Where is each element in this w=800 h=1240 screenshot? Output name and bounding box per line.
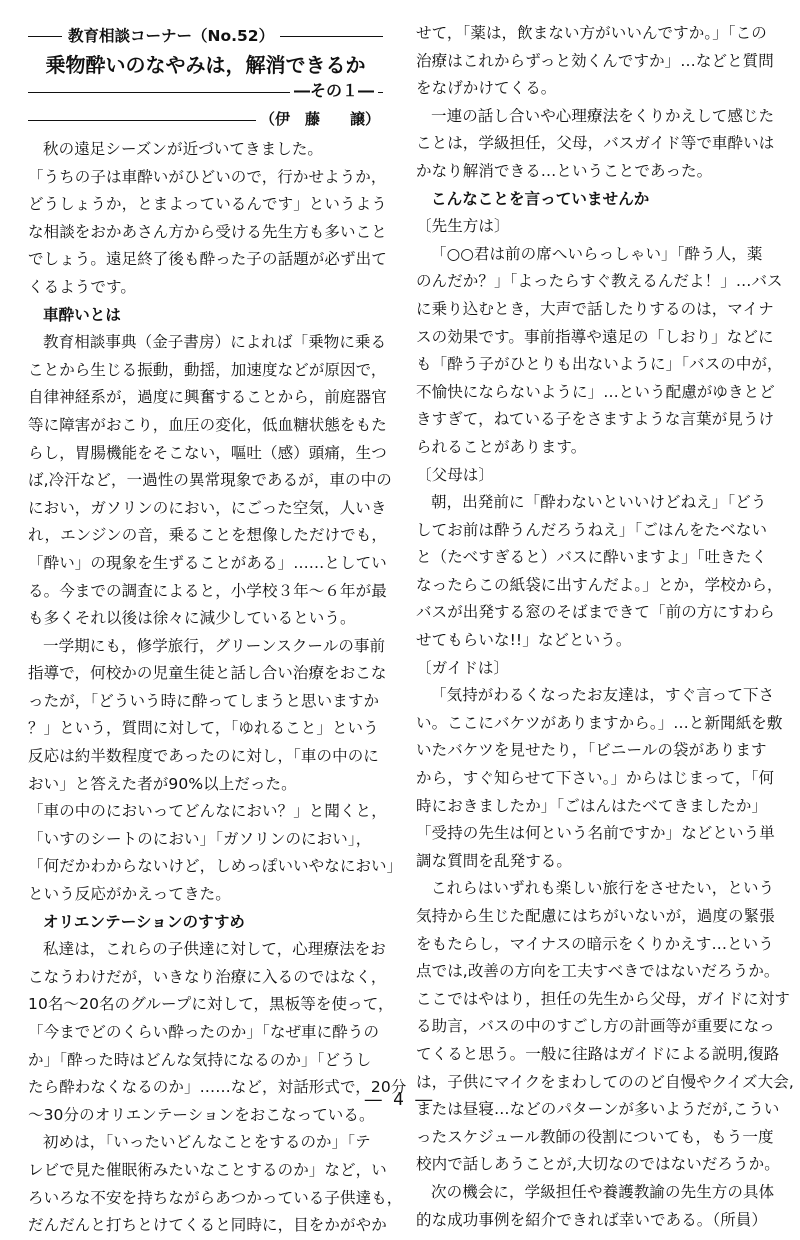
paragraph [416,489,783,655]
text-line: も「酔う子がひとりも出ないように」「バスの中が， [416,355,783,374]
text-line: これらはいずれも楽しい旅行をさせたい，という [431,879,775,898]
text-line: 指導で，何校かの児童生徒と話し合い治療をおこな [28,664,387,683]
text-line: 教育相談事典（金子書房）によれば「乗物に乗る [43,333,387,352]
text-line: 治療はこれからずっと効くんですか」…などと質問 [416,51,774,70]
text-line: ここではやはり，担任の先生から父母，ガイドに対す [416,989,790,1008]
text-line: 「うちの子は車酔いがひどいので，行かせようか， [28,167,387,186]
section-heading: こんなことを言っていませんか [431,189,650,208]
subsection-label: 〔先生方は〕 [416,217,510,236]
subsection-label: 〔ガイドは〕 [416,658,510,677]
paragraph [416,103,780,186]
text-line: 「○○君は前の席へいらっしゃい」「酔う人，薬 [431,244,763,263]
text-line: 自律神経系が，過度に興奮することから，前庭器官 [28,388,387,407]
corner-label: 教育相談コーナー（No.52） [62,24,280,48]
text-line: い。ここにバケツがありますから。」…と新聞紙を敷 [416,713,783,732]
text-line: せて，「薬は，飲まない方がいいんですか。」「この [416,24,767,42]
text-line: な相談をおかあさん方から受ける先生方も多いこと [28,222,387,241]
text-line: 「酔い」の現象を生ずることがある」……としてい [28,553,387,572]
text-line: おい」と答えた者が90%以上だった。 [28,774,297,793]
text-line: られることがあります。 [416,437,587,456]
subsection-label: 〔父母は〕 [416,465,495,484]
text-line: におい，ガソリンのにおい，にごった空気，人いき [28,498,387,517]
text-line: 等に障害がおこり，血圧の変化，低血糖状態をもた [28,415,387,434]
text-line: レビで見た催眠術みたいなことするのか」など，い [28,1160,387,1179]
text-line: スの効果です。事前指導や遠足の「しおり」などに [416,327,774,346]
text-line: る助言，バスの中のすごし方の計画等が重要になっ [416,1017,775,1036]
text-line: 「車の中のにおいってどんなにおい？」と聞くと， [28,802,387,821]
text-line: 的な成功事例を紹介できれば幸いである。（所員） [416,1210,768,1229]
text-line: ば,冷汗など，一過性の異常現象であるが，車の中の [28,471,392,490]
text-line: どうしょうか，とまよっているんです」というよう [28,195,387,214]
text-line: 校内で話しあうことが,大切なのではないだろうか。 [416,1155,780,1174]
text-line: も多くそれ以後は徐々に減少しているという。 [28,609,356,628]
text-line: 気持から生じた配慮にはちがいないが，過度の緊張 [416,907,775,925]
text-line: 「気持がわるくなったお友達は，すぐ言って下さ [431,686,775,705]
text-line: のんだか？」「よったらすぐ教えるんだよ！」…バス [416,272,783,291]
text-line: ことは，学級担任，父母，バスガイド等で車酔いは [416,134,775,153]
paragraph [28,329,392,633]
text-line: してお前は酔うんだろうねえ」「ごはんをたべない [416,520,768,539]
text-line: 秋の遠足シーズンが近づいてきました。 [43,140,324,158]
left-column [28,20,407,1240]
text-line: ろいろな不安を持ちながらあつかっている子供達も， [28,1188,403,1207]
text-line: 不愉快にならないように」…という配慮がゆきとど [416,382,775,401]
text-line: きすぎて，ねている子をさますような言葉が見うけ [416,410,775,429]
intro-paragraph [28,136,392,302]
text-line: か」「酔った時はどんな気持になるのか」「どうし [28,1050,372,1069]
text-line: から，すぐ知らせて下さい。」からはじまって，「何 [416,769,775,788]
text-line: 調な質問を乱発する。 [416,851,573,870]
text-line: ことから生じる振動，動揺，加速度などが原因で， [28,360,387,379]
page-number: ― 4 ― [364,1090,436,1110]
text-line: 朝，出発前に「酔わないといいけどねえ」「どう [431,493,767,512]
paragraph [416,682,783,875]
paragraph [416,241,783,462]
text-line: だんだんと打ちとけてくると同時に，目をかがやか [28,1216,387,1235]
text-line: かなり解消できる…ということであった。 [416,161,713,180]
text-line: 時におきましたか」「ごはんはたべてきましたか」 [416,796,768,815]
text-line: 次の機会に，学級担任や養護教諭の先生方の具体 [431,1182,775,1201]
section-heading: 車酔いとは [43,305,122,324]
text-line: てくると思う。一般に往路はガイドによる説明,復路 [416,1044,780,1063]
text-line: という反応がかえってきた。 [28,885,231,904]
text-line: 「受持の先生は何という名前ですか」などという単 [416,824,775,843]
text-line: ？」という，質問に対して，「ゆれること」という [28,719,379,738]
text-line: 10名～20名のグループに対して，黒板等を使って， [28,995,394,1014]
paragraph [416,875,794,1179]
text-line: と（たべすぎると）バスに酔いますよ」「吐きたく [416,548,768,567]
text-line: 「いすのシートのにおい」「ガソリンのにおい」， [28,829,372,848]
paragraph [28,1129,403,1239]
text-line: ～30分のオリエンテーションをおこなっている。 [28,1105,375,1124]
text-line: れ，エンジンの音，乗ることを想像しただけでも， [28,526,387,545]
text-line: 一連の話し合いや心理療法をくりかえして感じた [431,106,775,125]
paragraph [416,1179,780,1234]
article-subtitle: ―その１― [290,78,378,104]
text-line: る。今までの調査によると，小学校３年～６年が最 [28,581,387,600]
text-line: バスが出発する窓のそばまできて「前の方にすわら [416,603,775,622]
text-line: こなうわけだが，いきなり治療に入るのではなく， [28,967,387,986]
text-line: なったらこの紙袋に出すんだよ。」とか，学校から， [416,575,783,594]
text-line: に乗り込むとき，大声で話したりするのは，マイナ [416,299,774,318]
right-column [416,20,794,1234]
text-line: くるようです。 [28,277,136,296]
text-line: をもたらし，マイナスの暗示をくりかえす…という [416,934,774,953]
article-title: 乗物酔いのなやみは，解消できるか [45,53,366,77]
text-line: 「今までどのくらい酔ったのか」「なぜ車に酔うの [28,1023,380,1041]
paragraph [28,633,403,909]
text-line: 反応は約半数程度であったのに対し，「車の中のに [28,747,379,766]
text-line: ったスケジュール教師の役割についても，もう一度 [416,1127,774,1146]
text-line: ったが，「どういう時に酔ってしまうと思いますか [28,691,380,710]
text-line: らし，胃腸機能をそこない，嘔吐（感）頭痛，生つ [28,443,387,462]
text-line: 点では,改善の方向を工夫すべきではないだろうか。 [416,962,780,981]
text-line: でしょう。遠足終了後も酔った子の話題が必ず出て [28,250,387,269]
text-line: 初めは，「いったいどんなことをするのか」「テ [43,1133,371,1152]
text-line: 私達は，これらの子供達に対して，心理療法をお [43,940,386,959]
text-line: または昼寝…などのパターンが多いようだが,こうい [416,1100,780,1119]
text-line: 「何だかわからないけど，しめっぽいいやなにおい」 [28,857,403,876]
article-author: （伊 藤 譲） [256,106,384,132]
text-line: 一学期にも，修学旅行，グリーンスクールの事前 [43,636,386,655]
text-line: いたバケツを見せたり，「ビニールの袋があります [416,741,767,760]
text-line: せてもらいな!!」などという。 [416,631,632,650]
section-heading: オリエンテーションのすすめ [43,912,246,931]
text-line: たら酔わなくなるのか」……など，対話形式で，20分 [28,1078,407,1097]
article-title-block [28,20,392,128]
text-line: をなげかけてくる。 [416,79,557,98]
paragraph [416,20,780,103]
text-line: は，子供にマイクをまわしてののど自慢やクイズ大会, [416,1072,794,1091]
